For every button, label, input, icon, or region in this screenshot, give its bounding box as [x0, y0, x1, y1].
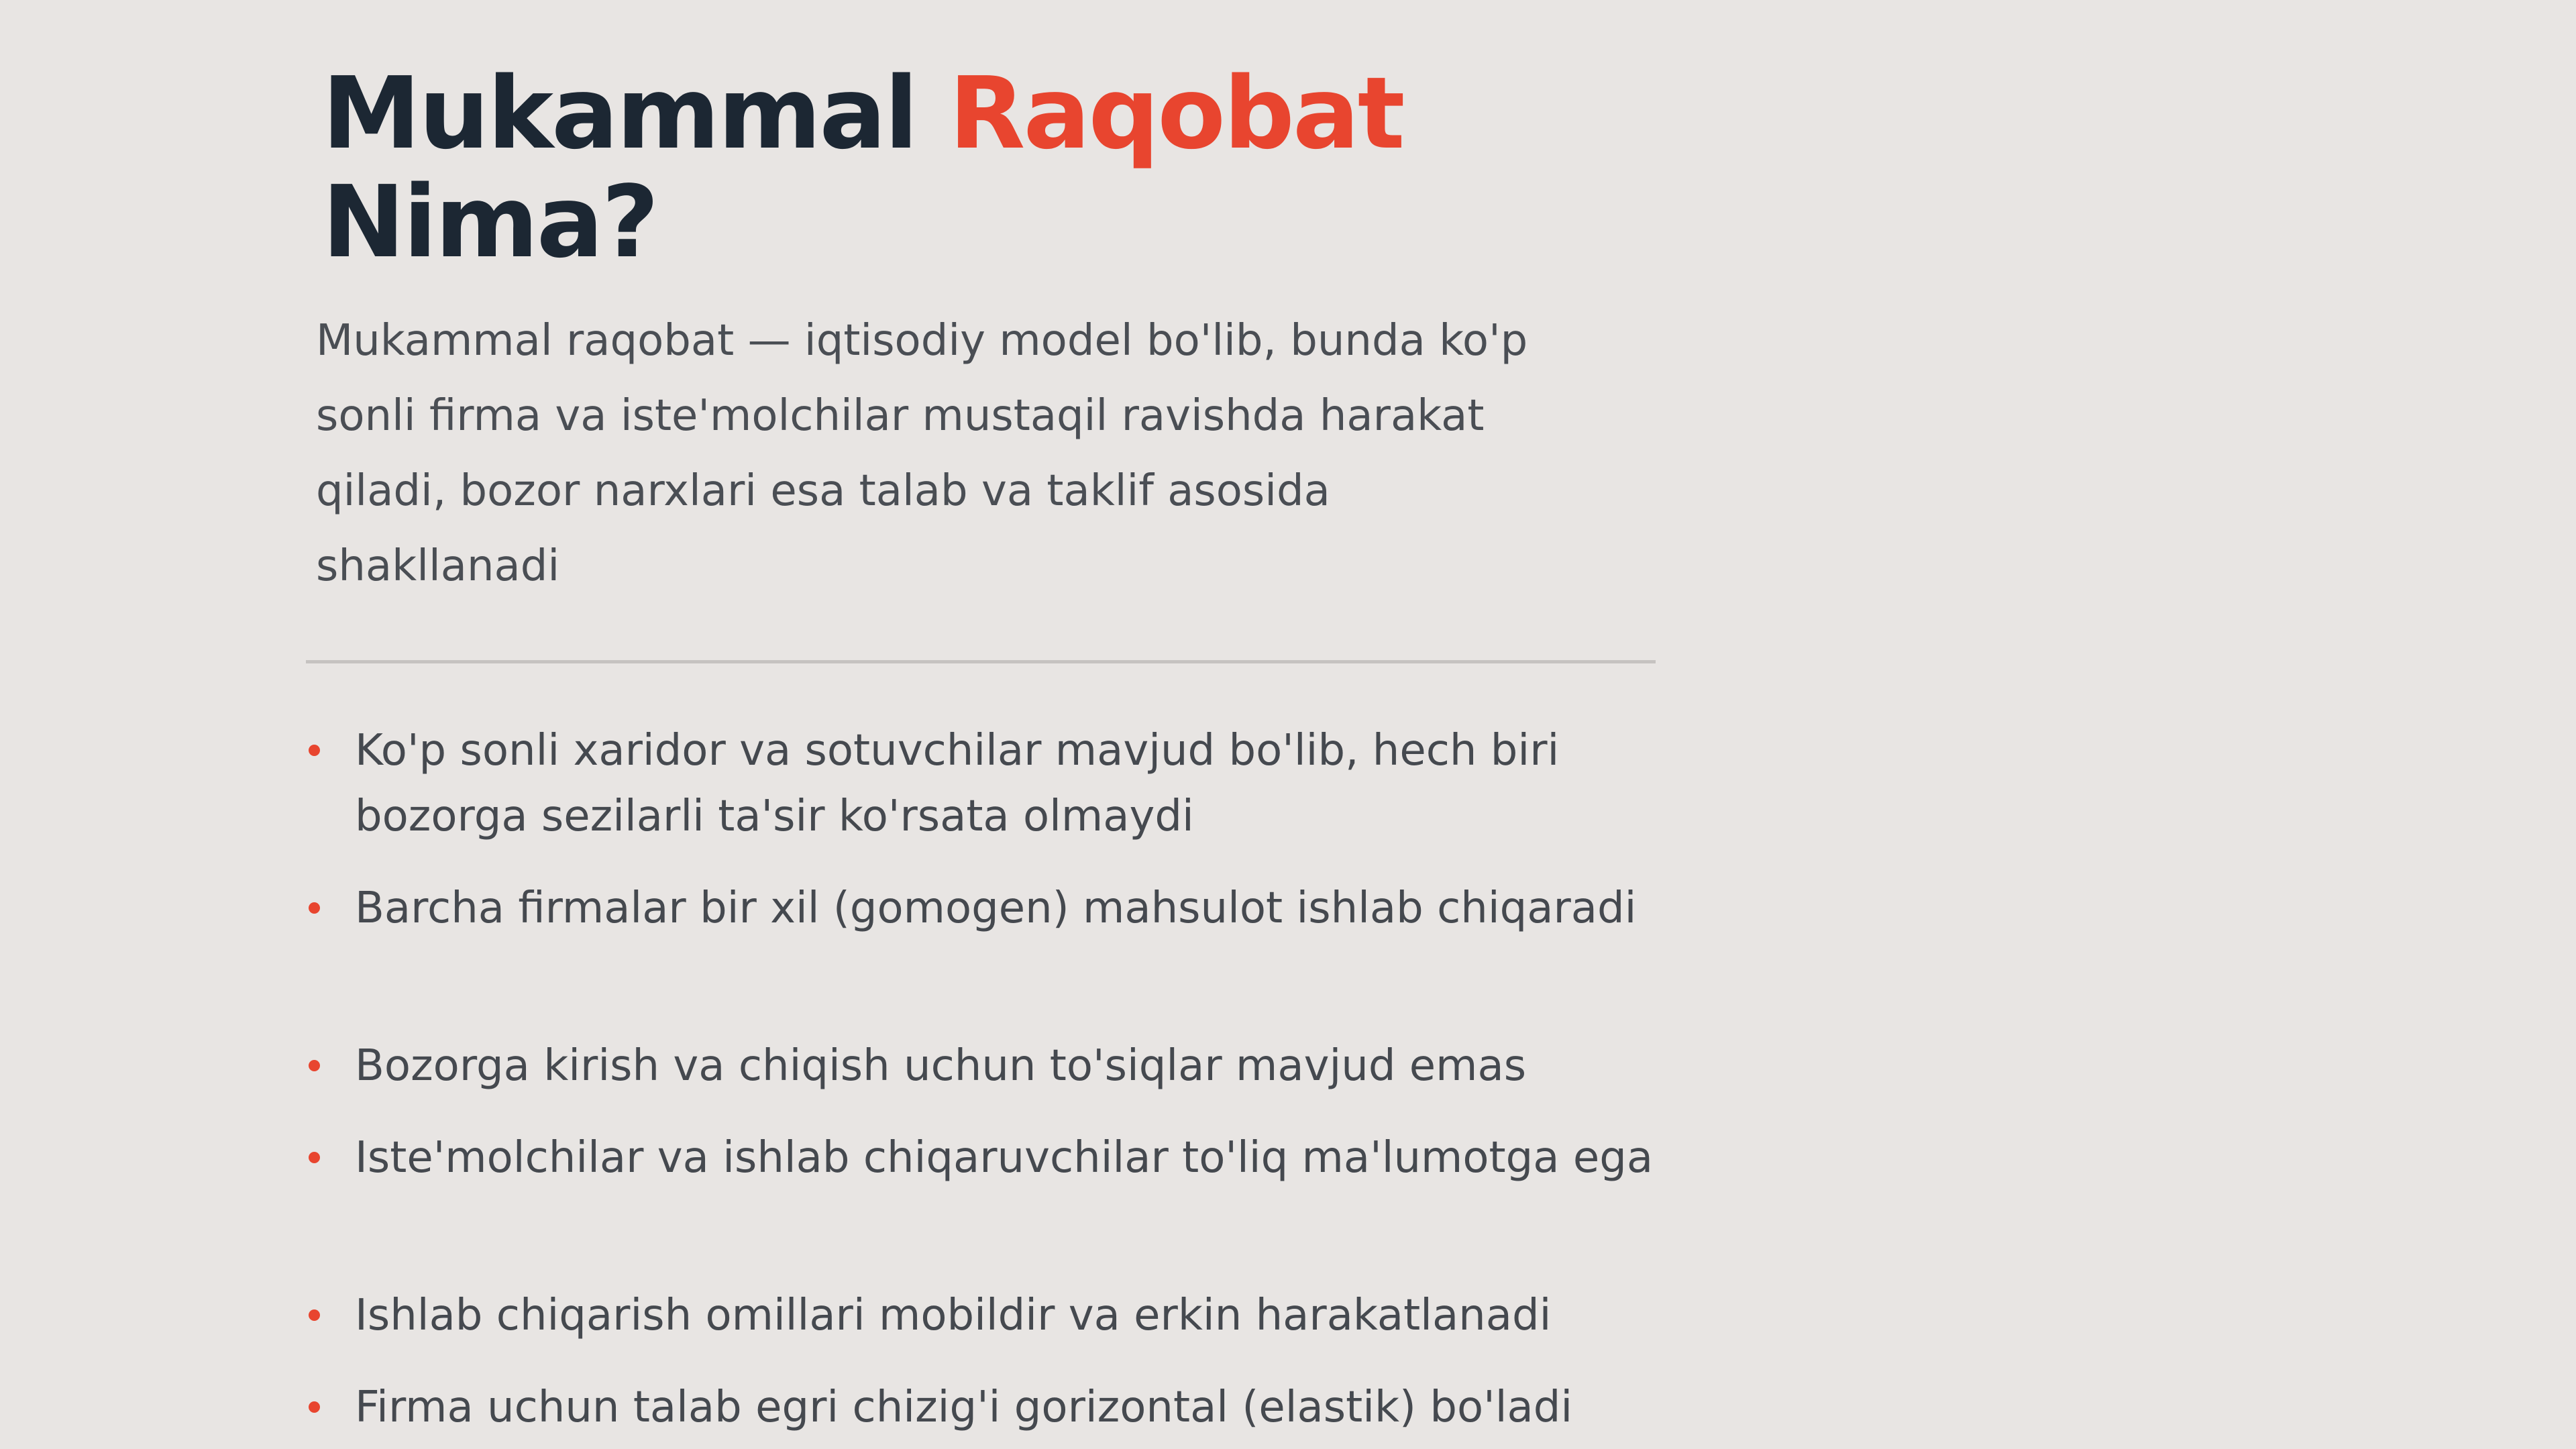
bullet-text: Ishlab chiqarish omillari mobildir va erkin harakatlanadi [355, 1291, 1552, 1340]
title-part-1: Mukammal [322, 56, 916, 171]
bullet-dot-icon [309, 1401, 320, 1413]
bullet-dot-icon [309, 1152, 320, 1163]
bullet-dot-icon [309, 902, 320, 914]
section-divider [306, 660, 1656, 663]
title-accent: Raqobat [949, 56, 1403, 171]
slide-title [322, 56, 1403, 280]
bullet-text: Bozorga kirish va chiqish uchun to'siqlar mavjud emas [355, 1041, 1527, 1091]
bullet-dot-icon [309, 1309, 320, 1321]
bullet-text: Ko'p sonli xaridor va sotuvchilar mavjud bo'lib, hech biri bozorga sezilarli ta'sir ko'rsata olmaydi [355, 726, 1560, 841]
bullet-text: Barcha firmalar bir xil (gomogen) mahsulot ishlab chiqaradi [355, 883, 1637, 933]
intro-paragraph: Mukammal raqobat — iqtisodiy model bo'lib, bunda ko'p sonli firma va iste'molchilar mustaqil ravishda harakat qiladi, bozor narxlari esa talab va taklif asosida shakllanadi [316, 316, 1528, 591]
title-part-2: Nima? [322, 164, 657, 280]
bullet-dot-icon [309, 745, 320, 756]
bullet-dot-icon [309, 1060, 320, 1071]
bullet-text: Firma uchun talab egri chizig'i gorizontal (elastik) bo'ladi [355, 1383, 1573, 1432]
bullet-text: Iste'molchilar va ishlab chiqaruvchilar to'liq ma'lumotga ega [355, 1133, 1654, 1183]
